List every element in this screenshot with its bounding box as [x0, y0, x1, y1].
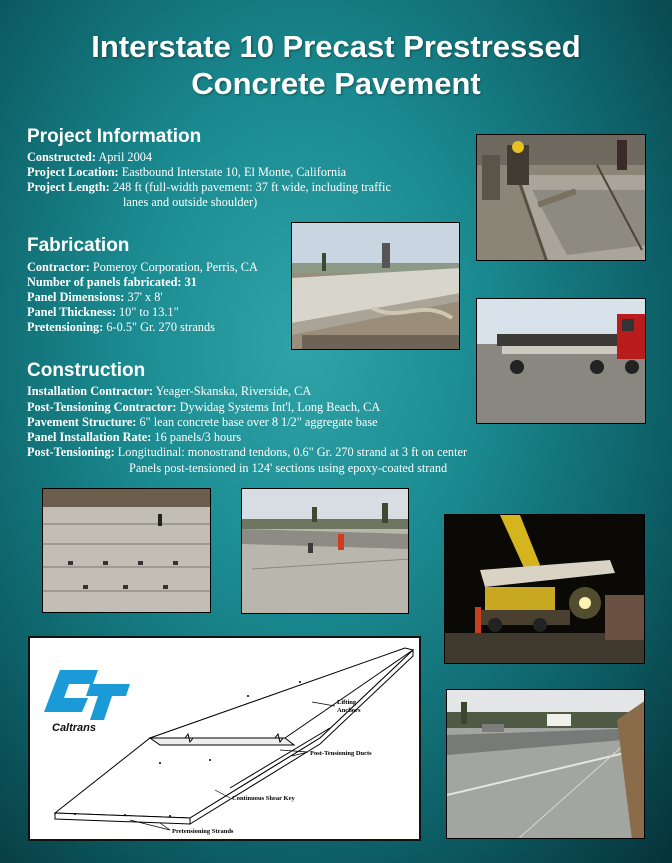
- pretension-row: [27, 320, 215, 335]
- label-lifting-2: Anchors: [337, 707, 361, 714]
- installer-label: Installation Contractor:: [27, 384, 154, 398]
- thickness-value: 10" to 13.1": [119, 305, 179, 319]
- photo-installed-panels: [42, 488, 211, 613]
- length-label: Project Length:: [27, 180, 110, 194]
- length-value-cont: lanes and outside shoulder): [123, 195, 258, 209]
- photo-installed-panels-image: [43, 489, 211, 613]
- label-lifting-1: Lifting: [337, 699, 357, 706]
- constructed-value: April 2004: [98, 150, 153, 164]
- rate-value: 16 panels/3 hours: [154, 430, 242, 444]
- pt-row: [27, 445, 467, 460]
- caltrans-logo: [40, 670, 130, 734]
- title-line-1: Interstate 10 Precast Prestressed: [91, 29, 581, 64]
- structure-row: [27, 415, 378, 430]
- pt-value: Longitudinal: monostrand tendons, 0.6" Gr. 270 strand at 3 ft on center: [117, 445, 468, 459]
- constructed-label: Constructed:: [27, 150, 96, 164]
- location-value: Eastbound Interstate 10, El Monte, California: [121, 165, 347, 179]
- panels-label: Number of panels fabricated:: [27, 275, 182, 289]
- constructed-row: [27, 150, 152, 165]
- installer-row: [27, 384, 311, 399]
- pt-contractor-value: Dywidag Systems Int'l, Long Beach, CA: [179, 400, 381, 414]
- dimensions-label: Panel Dimensions:: [27, 290, 125, 304]
- photo-fabrication-yard-image: [292, 223, 460, 350]
- pt-value-cont: Panels post-tensioned in 124' sections using epoxy-coated strand: [129, 461, 448, 475]
- contractor-value: Pomeroy Corporation, Perris, CA: [92, 260, 258, 274]
- photo-open-freeway-image: [447, 690, 645, 839]
- thickness-row: [27, 305, 179, 320]
- photo-concrete-casting: [476, 134, 646, 261]
- contractor-label: Contractor:: [27, 260, 90, 274]
- pt-contractor-label: Post-Tensioning Contractor:: [27, 400, 177, 414]
- panel-diagram-drawing: [30, 638, 419, 839]
- photo-concrete-casting-image: [477, 135, 646, 261]
- title-line-2: Concrete Pavement: [191, 66, 481, 101]
- panel-diagram: [28, 636, 421, 841]
- construction-heading: Construction: [27, 360, 146, 381]
- project-info-heading: Project Information: [27, 126, 202, 147]
- label-shear-key: Continuous Shear Key: [232, 795, 295, 802]
- pretension-value: 6-0.5" Gr. 270 strands: [106, 320, 215, 334]
- label-post-tensioning-ducts: Post-Tensioning Ducts: [310, 750, 372, 757]
- installer-value: Yeager-Skanska, Riverside, CA: [155, 384, 312, 398]
- pt-contractor-row: [27, 400, 380, 415]
- photo-night-crane-image: [445, 515, 645, 664]
- thickness-label: Panel Thickness:: [27, 305, 116, 319]
- photo-open-freeway: [446, 689, 645, 839]
- location-row: [27, 165, 346, 180]
- photo-workers-deck-image: [242, 489, 409, 614]
- length-value: 248 ft (full-width pavement: 37 ft wide, including traffic: [112, 180, 391, 194]
- dimensions-row: [27, 290, 163, 305]
- photo-truck-delivery-image: [477, 299, 646, 424]
- page-title: [0, 28, 672, 102]
- location-label: Project Location:: [27, 165, 119, 179]
- structure-value: 6" lean concrete base over 8 1/2" aggregate base: [139, 415, 378, 429]
- structure-label: Pavement Structure:: [27, 415, 137, 429]
- label-pretensioning-strands: Pretensioning Strands: [172, 828, 234, 835]
- photo-night-crane: [444, 514, 645, 664]
- photo-fabrication-yard: [291, 222, 460, 350]
- length-row: [27, 180, 391, 195]
- fabrication-heading: Fabrication: [27, 235, 130, 256]
- rate-label: Panel Installation Rate:: [27, 430, 152, 444]
- panels-row: [27, 275, 197, 290]
- panels-value: 31: [184, 275, 197, 289]
- pretension-label: Pretensioning:: [27, 320, 104, 334]
- photo-workers-deck: [241, 488, 409, 614]
- caltrans-logo-text: Caltrans: [52, 722, 97, 734]
- rate-row: [27, 430, 241, 445]
- pt-label: Post-Tensioning:: [27, 445, 115, 459]
- dimensions-value: 37' x 8': [127, 290, 163, 304]
- contractor-row: [27, 260, 258, 275]
- photo-truck-delivery: [476, 298, 646, 424]
